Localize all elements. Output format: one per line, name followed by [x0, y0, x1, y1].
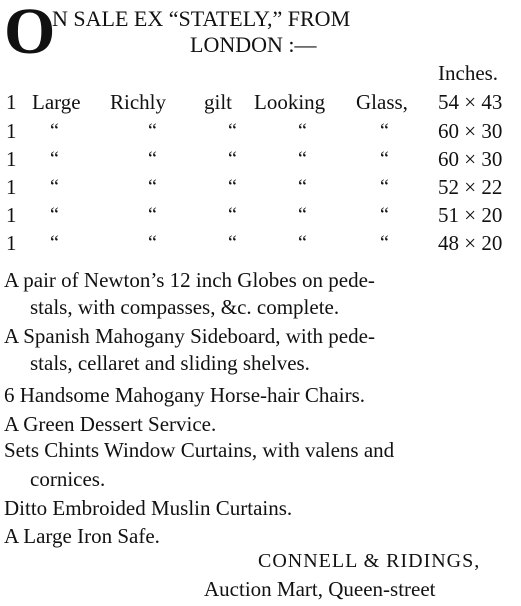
ditto-mark: “ — [50, 176, 59, 198]
ditto-mark: “ — [228, 232, 237, 254]
ditto-mark: “ — [380, 120, 389, 142]
globes-line-2: stals, with compasses, &c. complete. — [30, 295, 340, 319]
item-row — [6, 173, 520, 201]
ditto-mark: “ — [298, 232, 307, 254]
item-row — [6, 117, 520, 145]
ditto-mark: “ — [148, 176, 157, 198]
item-dimensions: 52 × 22 — [438, 175, 503, 199]
item-dimensions: 54 × 43 — [438, 90, 503, 114]
item-qty: 1 — [6, 231, 17, 255]
sideboard-line-2: stals, cellaret and sliding shelves. — [30, 351, 310, 375]
ditto-mark: “ — [380, 204, 389, 226]
ditto-mark: “ — [298, 120, 307, 142]
ditto-mark: “ — [228, 148, 237, 170]
ditto-mark: “ — [148, 120, 157, 142]
ditto-mark: “ — [50, 204, 59, 226]
auctioneer-name: CONNELL & RIDINGS, — [258, 550, 481, 572]
auctioneer-address: Auction Mart, Queen-street — [204, 577, 436, 601]
item-dimensions: 60 × 30 — [438, 147, 503, 171]
item-qty: 1 — [6, 147, 17, 171]
ditto-mark: “ — [298, 148, 307, 170]
item-word: Richly — [110, 90, 166, 114]
heading-line-2: LONDON :— — [190, 32, 317, 57]
item-dimensions: 60 × 30 — [438, 119, 503, 143]
ditto-mark: “ — [228, 204, 237, 226]
ditto-mark: “ — [228, 176, 237, 198]
ditto-mark: “ — [228, 120, 237, 142]
inches-label: Inches. — [438, 61, 499, 85]
item-qty: 1 — [6, 119, 17, 143]
ditto-mark: “ — [148, 204, 157, 226]
item-row — [6, 201, 520, 229]
item-word: Large — [32, 90, 81, 114]
ditto-mark: “ — [380, 148, 389, 170]
item-qty: 1 — [6, 175, 17, 199]
ditto-mark: “ — [298, 176, 307, 198]
item-dimensions: 51 × 20 — [438, 203, 503, 227]
sideboard-line-1: A Spanish Mahogany Sideboard, with pede- — [4, 324, 375, 348]
item-word: Looking — [254, 90, 326, 114]
globes-line-1: A pair of Newton’s 12 inch Globes on pede- — [4, 268, 375, 292]
item-word: gilt — [204, 90, 233, 114]
item-row — [6, 229, 520, 257]
muslin-line: Ditto Embroided Muslin Curtains. — [4, 496, 293, 520]
curtains-line-2: cornices. — [30, 467, 106, 491]
ditto-mark: “ — [148, 232, 157, 254]
ditto-mark: “ — [380, 176, 389, 198]
curtains-line-1: Sets Chints Window Curtains, with valens and — [4, 438, 395, 462]
item-row — [6, 88, 520, 116]
ditto-mark: “ — [380, 232, 389, 254]
item-qty: 1 — [6, 203, 17, 227]
ditto-mark: “ — [148, 148, 157, 170]
ditto-mark: “ — [298, 204, 307, 226]
chairs-line: 6 Handsome Mahogany Horse-hair Chairs. — [4, 383, 365, 407]
ditto-mark: “ — [50, 120, 59, 142]
ditto-mark: “ — [50, 232, 59, 254]
item-qty: 1 — [6, 90, 17, 114]
safe-line: A Large Iron Safe. — [4, 524, 160, 548]
heading-line-1: N SALE EX “STATELY,” FROM — [52, 6, 351, 31]
item-word: Glass, — [356, 90, 408, 114]
item-dimensions: 48 × 20 — [438, 231, 503, 255]
item-row — [6, 145, 520, 173]
ditto-mark: “ — [50, 148, 59, 170]
dessert-line: A Green Dessert Service. — [4, 412, 217, 436]
drop-cap: O — [4, 0, 54, 68]
